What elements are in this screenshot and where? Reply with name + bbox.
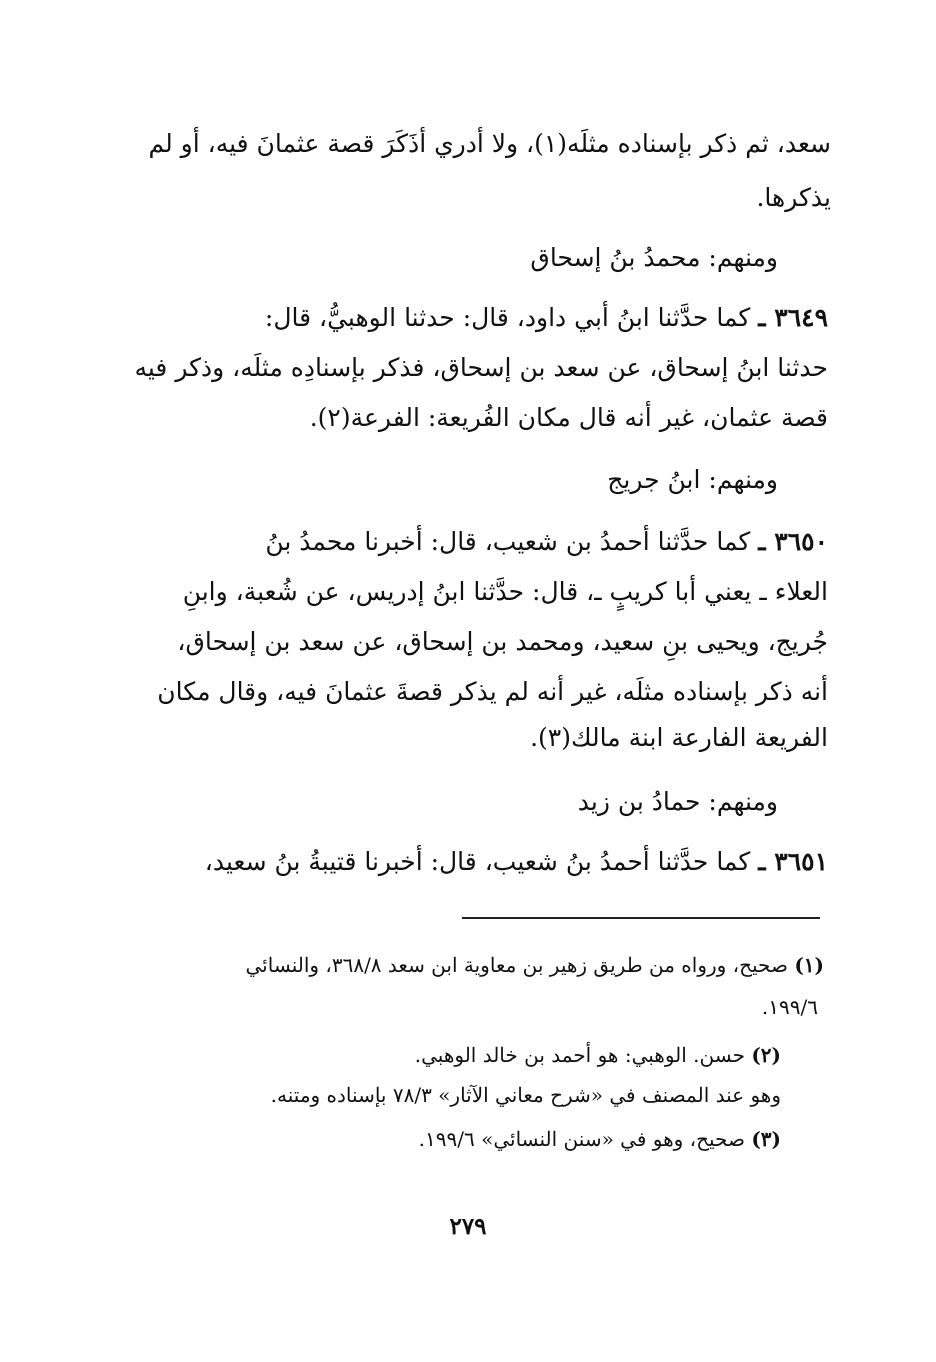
hadith-text: كما حدَّثنا ابنُ أبي داود، قال: حدثنا الوهبيُّ، قال: <box>264 303 751 332</box>
footnote-2 <box>415 1040 781 1070</box>
footnote-text: صحيح، ورواه من طريق زهير بن معاوية ابن سعد ٣٦٨/٨، والنسائي <box>245 953 788 977</box>
text-line: الفريعة الفارعة ابنة مالك(٣). <box>530 723 828 752</box>
footnote-text: حسن. الوهبي: هو أحمد بن خالد الوهبي. <box>414 1043 745 1067</box>
text-line: أنه ذكر بإسناده مثلَه، غير أنه لم يذكر قصةَ عثمانَ فيه، وقال مكان <box>157 677 828 706</box>
text-line: العلاء ـ يعني أبا كريبٍ ـ، قال: حدَّثنا ابنُ إدريس، عن شُعبة، وابنِ <box>182 577 828 606</box>
footnote-text: صحيح، وهو في «سنن النسائي» ١٩٩/٦. <box>418 1127 745 1151</box>
hadith-text: كما حدَّثنا أحمدُ بن شعيب، قال: أخبرنا محمدُ بنُ <box>265 527 751 556</box>
section-heading: ومنهم: حمادُ بن زيد <box>577 787 778 816</box>
text-line: يذكرها. <box>756 183 831 212</box>
footnote-text: وهو عند المصنف في «شرح معاني الآثار» ٧٨/٣ بإسناده ومتنه. <box>270 1083 781 1107</box>
text-line: سعد، ثم ذكر بإسناده مثلَه(١)، ولا أدري أذَكَرَ قصة عثمانَ فيه، أو لم <box>148 129 831 158</box>
hadith-3650-line <box>265 524 828 560</box>
footnote-1 <box>246 950 824 980</box>
text-line: قصة عثمان، غير أنه قال مكان الفُريعة: الفرعة(٢). <box>309 403 828 432</box>
section-heading: ومنهم: ابنُ جريج <box>607 465 778 494</box>
hadith-text: كما حدَّثنا أحمدُ بنُ شعيب، قال: أخبرنا قتيبةُ بنُ سعيد، <box>204 847 751 876</box>
page-number: ٢٧٩ <box>449 1213 487 1240</box>
footnote-number: (٣) <box>751 1127 781 1151</box>
hadith-number: ٣٦٤٩ ـ <box>758 303 828 332</box>
hadith-3651-line <box>205 844 828 880</box>
footnote-separator <box>462 917 820 919</box>
hadith-number: ٣٦٥٠ ـ <box>758 527 828 556</box>
text-line: جُريج، ويحيى بنِ سعيد، ومحمد بن إسحاق، عن سعد بن إسحاق، <box>177 627 828 656</box>
hadith-number: ٣٦٥١ ـ <box>758 847 828 876</box>
section-heading: ومنهم: محمدُ بنُ إسحاق <box>530 243 778 272</box>
footnote-text: ١٩٩/٦. <box>761 995 818 1019</box>
footnote-3 <box>419 1124 781 1154</box>
footnote-number: (١) <box>794 953 824 977</box>
hadith-3649-line <box>265 300 828 336</box>
text-line: حدثنا ابنُ إسحاق، عن سعد بن إسحاق، فذكر بإسنادِه مثلَه، وذكر فيه <box>134 353 828 382</box>
footnote-number: (٢) <box>751 1043 781 1067</box>
